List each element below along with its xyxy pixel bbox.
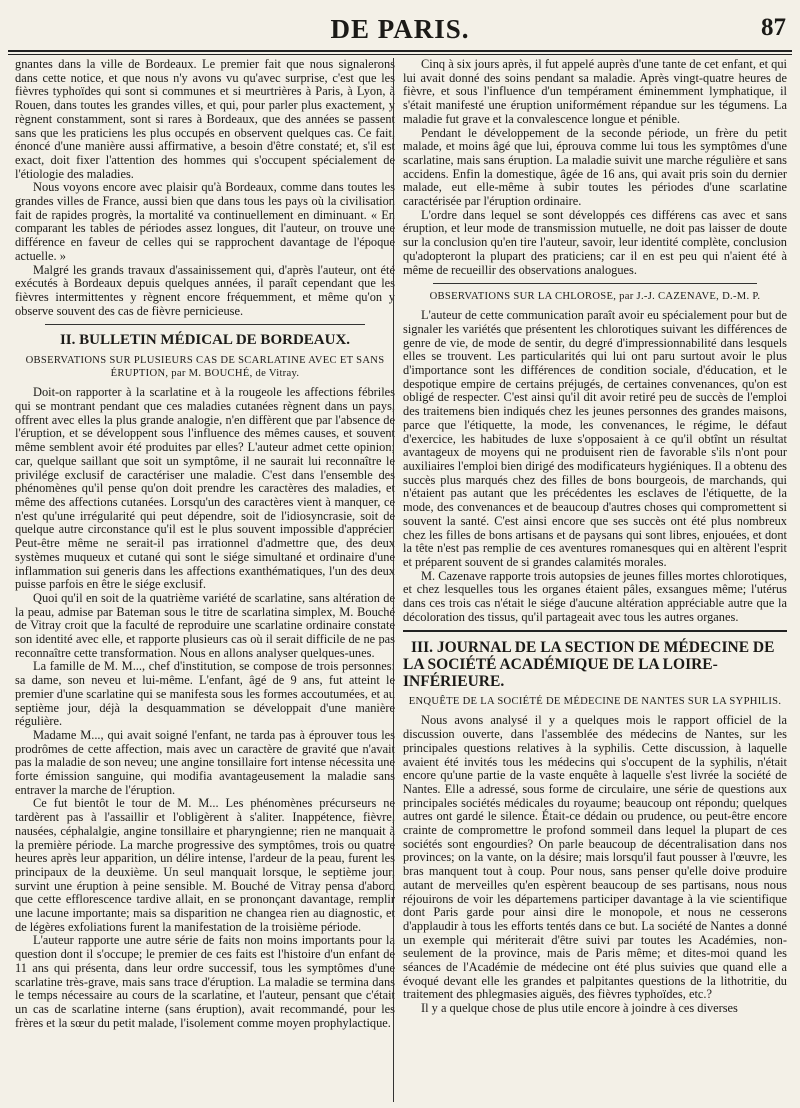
paragraph: Pendant le développement de la seconde période, un frère du petit malade, et moins âgé que lui, éprouva comme lui tous les symptômes d'une scarlatine, mais sans éruption. La maladie suivit une marche régulière et sans accidens. Enfin la domestique, âgée de 16 ans, qui avait pris soin du dernier malade, eut elle-même à subir toutes les périodes d'une scarlatine caractérisée par l'éruption ordinaire. [403,125,787,209]
article-divider [433,283,757,284]
section-divider [45,324,365,325]
left-column [15,58,395,1104]
header-rule-thin [8,54,792,55]
paragraph: Il y a quelque chose de plus utile encore à joindre à ces diverses [421,1001,738,1016]
paragraph: Madame M..., qui avait soigné l'enfant, ne tarda pas à éprouver tous les prodrômes de cette affection, mais avec un caractère de gravité que n'avait pas la maladie de son neveu; une angine tonsillaire fort intense nécessita une forte émission sanguine, qui modifia avantageusement la maladie sans entraver la marche de l'éruption. [15,727,395,797]
column-divider [393,58,394,1102]
paragraph: Doit-on rapporter à la scarlatine et à la rougeole les affections fébriles qui se montrant pendant que ces maladies cutanées règnent dans un pays, offrent avec elles la plus grande analogie, n'en diffèrent que par l'absence de l'éruption, et se développent sous l'influence des mêmes causes, et souvent même semblent avoir été produites par elles? L'auteur admet cette opinion; car, quelque saillant que soit un symptôme, il ne saurait lui reconnaître le privilége exclusif de caractériser une maladie. C'est dans l'ensemble des phénomènes qu'il pense qu'on doit prendre les caractères des maladies, et même des affections cutanées. Lorsqu'un des caractères vient à manquer, ce n'est qu'une irrégularité qui peut dépendre, soit de l'idiosyncrasie, soit de quelque autre circonstance qu'il est le plus souvent impossible d'apprécier. Peut-être même ne serait-il pas irrationnel d'admettre que, des deux systèmes muqueux et cutané qui sont le siége simultané et ordinaire d'une inflammation sui generis dans les affections exanthématiques, l'un des deux puisse parfois en être le siége exclusif. [15,385,395,592]
paragraph: gnantes dans la ville de Bordeaux. Le premier fait que nous signalerons dans cette notice, et que nous n'y avons vu qu'avec surprise, c'est que les fièvres typhoïdes qui sont si communes et si meurtrières à Paris, à Lyon, à Rouen, dans toutes les grandes villes, et qui, pour parler plus exactement, y règnent constamment, sont si rares à Bordeaux, que des années se passent sans que les praticiens les plus occupés en observent quelques cas. Ce fait, énoncé d'une manière aussi affirmative, a besoin d'être constaté; et, s'il est exact, doit fixer l'attention des hommes qui s'occupent spécialement de l'étiologie des maladies. [15,58,395,181]
article-subtitle: OBSERVATIONS SUR PLUSIEURS CAS DE SCARLATINE AVEC ET SANS ÉRUPTION, par M. BOUCHÉ, de Vitray. [25,355,385,380]
section-divider [403,630,787,632]
paragraph: L'auteur rapporte une autre série de faits non moins importants pour la question dont il s'occupe; le premier de ces faits est l'histoire d'un enfant de 11 ans qui présenta, dans leur ordre successif, tous les symptômes d'une scarlatine très-grave, mais sans trace d'éruption. La maladie se termina dans le temps nécessaire au cours de la scarlatine, et l'auteur, pensant que c'était un cas de scarlatine interne (sans éruption), avait recommandé, pour les frères et la sœur du petit malade, l'isolement comme moyen prophylactique. [15,933,395,1030]
paragraph: Malgré les grands travaux d'assainissement qui, d'après l'auteur, ont été exécutés à Bordeaux depuis quelques années, il paraît cependant que les fièvres intermittentes y règnent encore fréquemment, et même qu'on y observe souvent des cas de fièvre pernicieuse. [15,262,395,318]
right-column [403,58,787,1104]
paragraph: Nous voyons encore avec plaisir qu'à Bordeaux, comme dans toutes les grandes villes de France, aussi bien que dans tous les pays où la civilisation fait de rapides progrès, la mortalité va continuellement en diminuant. « En comparant les tables de périodes assez longues, dit l'auteur, on trouve une différence en faveur de celles qui se rapprochent davantage de l'époque actuelle. » [15,180,395,263]
article-subtitle: OBSERVATIONS SUR LA CHLOROSE, par J.-J. CAZENAVE, D.-M. P. [429,291,761,303]
paragraph: Ce fut bientôt le tour de M. M... Les phénomènes précurseurs ne tardèrent pas à l'assaillir et l'obligèrent à s'aliter. Inappétence, fièvre, nausées, céphalalgie, angine tonsillaire et pharyngienne; rien ne manquait à la première période. La marche progressive des symptômes, trois ou quatre heures après leur apparition, un délire intense, l'ardeur de la peau, furent les principaux de la deuxième. Un seul manquait lorsque, le septième jour, survint une éruption à peine sensible. M. Bouché de Vitray pensa d'abord que cette efflorescence tardive allait, en se prononçant davantage, remplir une lacune importante; mais sa disparition ne changea rien au diagnostic, et de légères exfoliations furent la manifestation de la troisième période. [15,796,395,934]
running-title: DE PARIS. [330,14,470,44]
section-heading: II. BULLETIN MÉDICAL DE BORDEAUX. [59,332,351,349]
section-heading: III. JOURNAL DE LA SECTION DE MÉDECINE DE LA SOCIÉTÉ ACADÉMIQUE DE LA LOIRE-INFÉRIEURE. [403,639,775,691]
paragraph: Cinq à six jours après, il fut appelé auprès d'une tante de cet enfant, et qui lui avait donné des soins pendant sa maladie. Après vingt-quatre heures de fièvre, et sous l'influence d'un tempérament éminemment lymphatique, il s'était manifesté une éruption uniformément répandue sur les tégumens. La maladie fut grave et la convalescence longue et pénible. [403,58,787,126]
paragraph: L'auteur de cette communication paraît avoir eu spécialement pour but de signaler les variétés que présentent les chlorotiques suivant les différences de genre de vie, de mode de sentir, du degré d'impressionnabilité dans lesquels elles se trouvent. Les particularités qui lui ont paru surtout avoir le plus d'importance sont les différences de condition sociale, d'éducation, et le despotique empire de certains préjugés, de certaines convenances, qu'on est obligé de respecter. C'est ainsi qu'il dit avoir retiré peu de succès de l'emploi des traitemens bien indiqués chez les jeunes personnes des grandes maisons, parce que l'étiquette, la mode, les convenances, le régime, le défaut d'exercice, les habitudes de luxe s'opposaient à ce qu'il obtînt un résultat avantageux de moyens qui ne produisent rien de favorable s'ils n'ont pour auxiliaires l'emploi bien dirigé des modificateurs hygiéniques. Il a obtenu des succès plus marqués chez des filles de bons bourgeois, de marchands, qui n'étaient pas autant que les précédentes les esclaves de l'étiquette, de la mode, des convenances et de beaucoup d'autres choses qui compromettent si souvent la santé. C'est ainsi encore que ses succès ont été plus nombreux chez les filles de bons artisans et de paysans qui sont libres, enjouées, et dont la tête n'est pas remplie de ces aventures romanesques qui en altèrent l'esprit et préparent souvent de si grandes calamités morales. [403,308,787,569]
paragraph: Quoi qu'il en soit de la quatrième variété de scarlatine, sans altération de la peau, admise par Bateman sous le titre de scarlatina simplex, M. Bouché de Vitray croit que la faculté de reproduire une scarlatine ordinaire constate son identité avec elle, et rapporte plusieurs cas où il serait difficile de ne pas reconnaître cette transformation. Nous en allons analyser quelques-unes. [15,590,395,660]
header-rule [8,50,792,52]
paragraph: M. Cazenave rapporte trois autopsies de jeunes filles mortes chlorotiques, et chez lesquelles tous les organes étaient pâles, exsangues même; l'utérus dans ces trois cas n'était le siége d'aucune altération appréciable autre que la décoloration des tissus, qu'il partageait avec tous les autres organes. [403,568,787,624]
page-number: 87 [761,14,786,41]
article-subtitle: ENQUÊTE DE LA SOCIÉTÉ DE MÉDECINE DE NANTES SUR LA SYPHILIS. [408,696,782,708]
paragraph: L'ordre dans lequel se sont développés ces différens cas avec et sans éruption, et leur mode de transmission mutuelle, ne doit pas laisser de doute sur la conclusion qu'en tire l'auteur, savoir, leur identité complète, conclusion qu'adopteront la plupart des praticiens; car il en est peu qui n'aient été à même de recueillir des observations analogues. [403,207,787,277]
paragraph: Nous avons analysé il y a quelques mois le rapport officiel de la discussion ouverte, dans l'assemblée des médecins de Nantes, sur les principales questions relatives à la syphilis. Cette discussion, à laquelle avaient été invités tous les médecins qui s'occupent de la syphilis, n'était encore qu'une partie de la vaste enquête à laquelle s'est livrée la société de Nantes. Elle a adressé, sous forme de circulaire, une série de questions aux principales sociétés médicales du royaume; beaucoup ont répondu; quelques autres ont gardé le silence. Était-ce dédain ou prudence, ou peut-être encore crainte de compromettre le profond sommeil dans lequel la plupart de ces sociétés sont engourdies? On parle beaucoup de décentralisation dans nos provinces; on la vante, on la désire; mais lorsqu'il faut pousser à l'œuvre, les bras manquent tout à coup. Pour nous, sans penser qu'elle doive produire autant de merveilles qu'en espèrent beaucoup de ses partisans, nous nous réjouirons de voir les départemens participer davantage à la vie scientifique dont Paris garde pour ainsi dire le monopole, et nous ne cesserons d'applaudir à tous les efforts tentés dans ce but. La société de Nantes a donné un exemple qui mériterait d'être suivi par toutes les Académies, non-seulement de la province, mais de Paris même; et dites-moi quand les séances de l'Académie de médecine ont été plus suivies que quand elle a évoqué devant elle les grandes et palpitantes questions de la lithotritie, du traitement des phlegmasies aiguës, des fièvres typhoïdes, etc.? [403,713,787,1002]
paragraph: La famille de M. M..., chef d'institution, se compose de trois personnes: sa dame, son neveu et lui-même. L'enfant, âgé de 9 ans, fut atteint le premier d'une scarlatine qui se manifesta sous les formes accoutumées, et au septième jour, déjà la desquammation se développait d'une manière régulière. [15,659,395,729]
